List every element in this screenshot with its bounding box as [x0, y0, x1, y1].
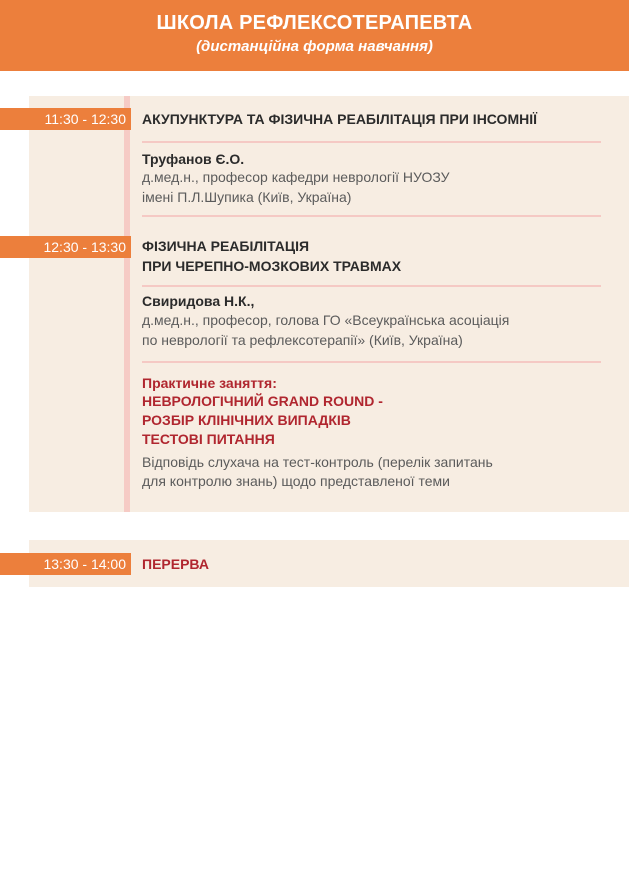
- practice-desc-2: для контролю знань) щодо представленої теми: [142, 473, 450, 489]
- session-2-title-1: ФІЗИЧНА РЕАБІЛІТАЦІЯ: [142, 238, 310, 254]
- practice-title-3: ТЕСТОВІ ПИТАННЯ: [142, 431, 275, 447]
- session-2-speaker-desc-1: д.мед.н., професор, голова ГО «Всеукраїнська асоціація: [142, 312, 510, 328]
- session-1-time: 11:30 - 12:30: [0, 108, 131, 130]
- separator: [142, 215, 601, 217]
- schedule-panel: [29, 96, 629, 512]
- separator: [142, 361, 601, 363]
- practice-title-1: НЕВРОЛОГІЧНИЙ GRAND ROUND -: [142, 393, 383, 409]
- session-2-speaker-desc-2: по неврології та рефлексотерапії» (Київ, Україна): [142, 332, 463, 348]
- school-title: ШКОЛА РЕФЛЕКСОТЕРАПЕВТА: [156, 12, 473, 34]
- practice-label: Практичне заняття:: [142, 375, 277, 391]
- practice-title-2: РОЗБІР КЛІНІЧНИХ ВИПАДКІВ: [142, 412, 351, 428]
- separator: [142, 285, 601, 287]
- school-subtitle: (дистанційна форма навчання): [196, 38, 433, 55]
- practice-desc-1: Відповідь слухача на тест-контроль (перелік запитань: [142, 454, 493, 470]
- session-2-time: 12:30 - 13:30: [0, 236, 131, 258]
- timeline-line: [124, 96, 130, 512]
- separator: [142, 141, 601, 143]
- page-header: [0, 0, 629, 71]
- session-1-speaker-desc-2: імені П.Л.Шупика (Київ, Україна): [142, 189, 352, 205]
- break-time: 13:30 - 14:00: [0, 553, 131, 575]
- break-label: ПЕРЕРВА: [142, 556, 209, 572]
- session-1-speaker-desc-1: д.мед.н., професор кафедри неврології НУОЗУ: [142, 169, 450, 185]
- session-1-speaker: Труфанов Є.О.: [142, 151, 245, 167]
- session-2-title-2: ПРИ ЧЕРЕПНО-МОЗКОВИХ ТРАВМАХ: [142, 258, 402, 274]
- session-1-title: АКУПУНКТУРА ТА ФІЗИЧНА РЕАБІЛІТАЦІЯ ПРИ ІНСОМНІЇ: [142, 111, 537, 127]
- session-2-speaker: Свиридова Н.К.,: [142, 293, 255, 309]
